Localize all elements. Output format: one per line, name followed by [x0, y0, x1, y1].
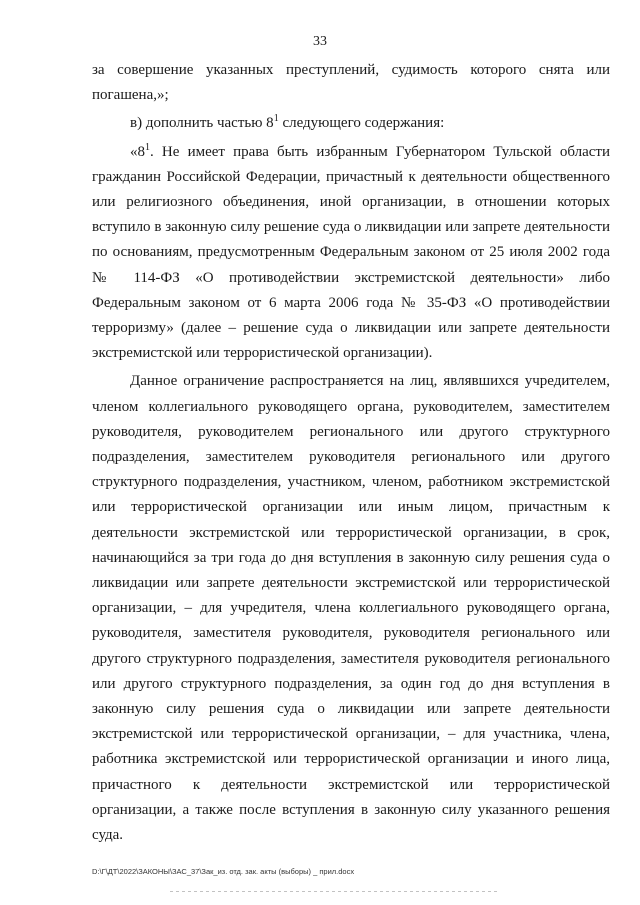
document-body	[92, 58, 610, 848]
part-8-1-text: . Не имеет права быть избранным Губернатором Тульской области гражданин Российской Федерации, причастный к деятельности общественного или религиозного объединения, иной организации, в отношении которых вступило в законную силу решение суда о ликвидации или запрете деятельности по основаниям, предусмотренным Федеральным законом от 25 июля 2002 года № 114-ФЗ «О противодействии экстремистской деятельности» либо Федеральным законом от 6 марта 2006 года № 35-ФЗ «О противодействии терроризму» (далее – решение суда о ликвидации или запрете деятельности экстремистской или террористической организации).	[92, 143, 610, 362]
amendment-v-text: в) дополнить частью 8	[130, 115, 274, 132]
paragraph-part-8-1	[92, 140, 610, 367]
part-8-1-superscript: 1	[145, 141, 150, 153]
paragraph-restriction: Данное ограничение распространяется на лиц, являвшихся учредителем, членом коллегиального руководящего органа, руководителем, заместителем руководителя, руководителем регионального или другого структурного подразделения, заместителем руководителя регионального или другого структурного подразделения, участником, членом, работником экстремистской или террористической организации или иным лицом, причастным к деятельности экстремистской или террористической организации, в срок, начинающийся за три года до дня вступления в законную силу решения суда о ликвидации или запрете деятельности экстремистской или террористической организации, – для учредителя, члена коллегиального руководящего органа, руководителя, заместителя руководителя, руководителя регионального или другого структурного подразделения, заместителя руководителя регионального или другого структурного подразделения, за один год до дня вступления в законную силу решения суда о ликвидации или запрете деятельности экстремистской или террористической организации, – для участника, члена, работника экстремистской или террористической организации и иного лица, причастного к деятельности экстремистской или террористической организации, а также после вступления в законную силу указанного решения суда.	[92, 373, 610, 844]
footer-file-path: D:\Г\ДТ\2022\ЗАКОНЫ\ЗАС_37\Зак_из. отд. зак. акты (выборы) _ прил.docx	[92, 867, 355, 876]
part-8-1-number: «8	[130, 143, 145, 160]
amendment-v-text-end: следующего содержания:	[278, 115, 445, 132]
page-number: 33	[313, 34, 327, 49]
paragraph-continuation: за совершение указанных преступлений, судимость которого снята или погашена,»;	[92, 62, 610, 104]
amendment-v-superscript: 1	[273, 113, 279, 125]
paragraph-amendment-v	[92, 111, 610, 136]
scan-artifact-line	[170, 891, 500, 892]
